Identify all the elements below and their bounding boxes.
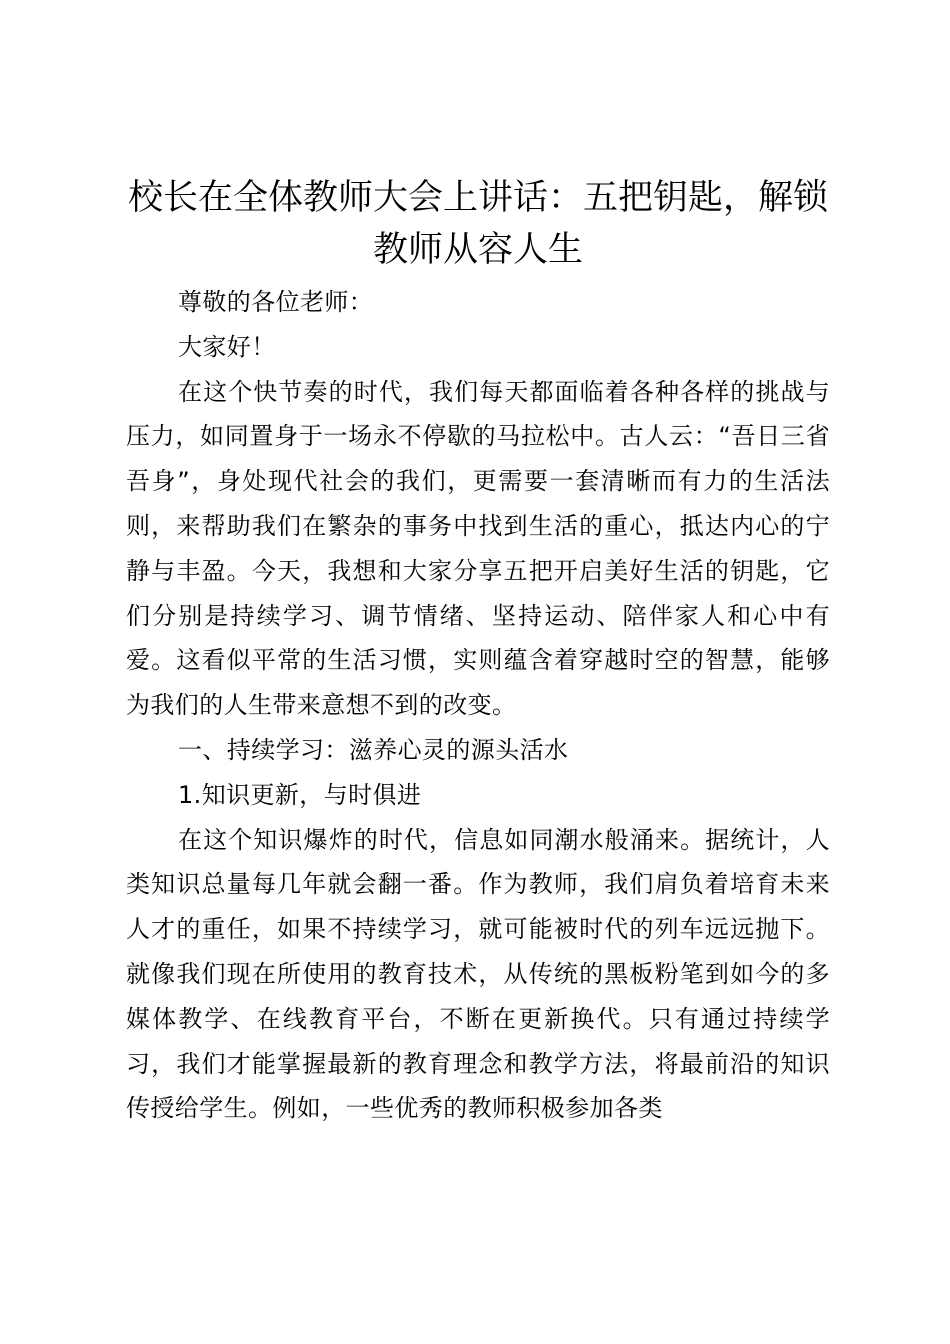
document-body	[126, 280, 830, 1131]
document-title: 校长在全体教师大会上讲话：五把钥匙，解锁教师从容人生	[127, 178, 828, 270]
section-heading: 一、持续学习：滋养心灵的源头活水	[178, 735, 569, 764]
body-paragraph: 在这个知识爆炸的时代，信息如同潮水般涌来。据统计，人类知识总量每几年就会翻一番。作为教师，我们肩负着培育未来人才的重任，如果不持续学习，就可能被时代的列车远远抛下。就像我们现在所使用的教育技术，从传统的黑板粉笔到如今的多媒体教学、在线教育平台，不断在更新换代。只有通过持续学习，我们才能掌握最新的教育理念和教学方法，将最前沿的知识传授给学生。例如，一些优秀的教师积极参加各类	[126, 825, 830, 1123]
salutation: 尊敬的各位老师：	[178, 288, 374, 316]
intro-paragraph: 在这个快节奏的时代，我们每天都面临着各种各样的挑战与压力，如同置身于一场永不停歇的马拉松中。古人云：“吾日三省吾身”，身处现代社会的我们，更需要一套清晰而有力的生活法则，来帮助我们在繁杂的事务中找到生活的重心，抵达内心的宁静与丰盈。今天，我想和大家分享五把开启美好生活的钥匙，它们分别是持续学习、调节情绪、坚持运动、陪伴家人和心中有爱。这看似平常的生活习惯，实则蕴含着穿越时空的智慧，能够为我们的人生带来意想不到的改变。	[126, 377, 830, 720]
greeting: 大家好！	[178, 332, 276, 361]
subsection-heading: 1.知识更新，与时俱进	[178, 780, 422, 809]
